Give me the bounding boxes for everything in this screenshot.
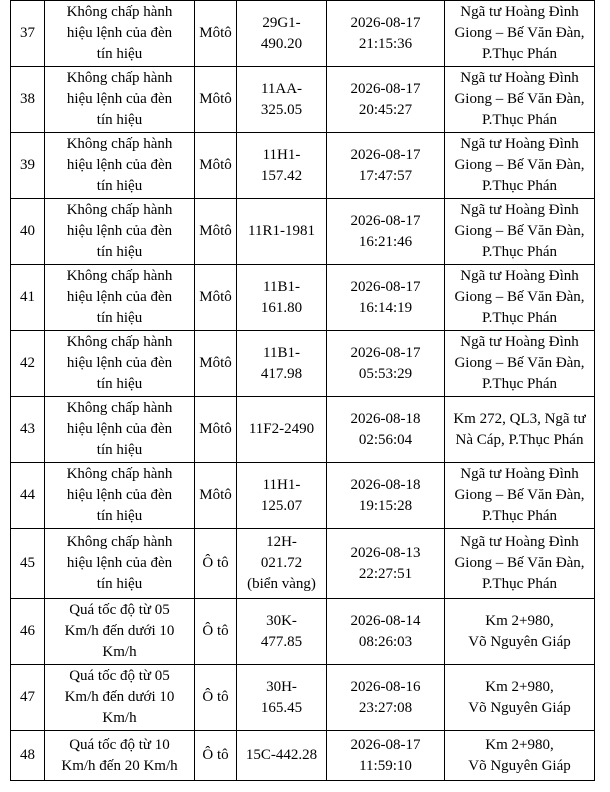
license-plate-cell: 11F2-2490 (237, 397, 327, 463)
table-row (11, 265, 595, 331)
vehicle-type-cell: Môtô (195, 133, 237, 199)
vehicle-type-cell: Ô tô (195, 665, 237, 731)
row-number: 37 (11, 1, 45, 67)
row-number: 47 (11, 665, 45, 731)
timestamp-cell: 2026-08-17 20:45:27 (327, 67, 445, 133)
violations-table-body (11, 1, 595, 781)
violation-cell: Không chấp hành hiệu lệnh của đèn tín hiệu (45, 133, 195, 199)
license-plate-cell: 11H1- 157.42 (237, 133, 327, 199)
vehicle-type-cell: Môtô (195, 199, 237, 265)
location-cell: Ngã tư Hoàng Đình Giong – Bế Văn Đàn, P.Thục Phán (445, 331, 595, 397)
vehicle-type-cell: Môtô (195, 397, 237, 463)
license-plate-cell: 11B1- 161.80 (237, 265, 327, 331)
table-row (11, 731, 595, 781)
row-number: 41 (11, 265, 45, 331)
table-row (11, 599, 595, 665)
timestamp-cell: 2026-08-17 11:59:10 (327, 731, 445, 781)
location-cell: Km 2+980, Võ Nguyên Giáp (445, 599, 595, 665)
location-cell: Ngã tư Hoàng Đình Giong – Bế Văn Đàn, P.Thục Phán (445, 1, 595, 67)
timestamp-cell: 2026-08-17 21:15:36 (327, 1, 445, 67)
row-number: 42 (11, 331, 45, 397)
license-plate-cell: 30H- 165.45 (237, 665, 327, 731)
license-plate-cell: 11AA- 325.05 (237, 67, 327, 133)
location-cell: Ngã tư Hoàng Đình Giong – Bế Văn Đàn, P.Thục Phán (445, 133, 595, 199)
row-number: 38 (11, 67, 45, 133)
violation-cell: Không chấp hành hiệu lệnh của đèn tín hiệu (45, 67, 195, 133)
vehicle-type-cell: Môtô (195, 1, 237, 67)
location-cell: Km 272, QL3, Ngã tư Nà Cáp, P.Thục Phán (445, 397, 595, 463)
license-plate-cell: 11B1- 417.98 (237, 331, 327, 397)
timestamp-cell: 2026-08-16 23:27:08 (327, 665, 445, 731)
license-plate-cell: 30K- 477.85 (237, 599, 327, 665)
violation-cell: Quá tốc độ từ 05 Km/h đến dưới 10 Km/h (45, 665, 195, 731)
timestamp-cell: 2026-08-18 19:15:28 (327, 463, 445, 529)
violation-cell: Không chấp hành hiệu lệnh của đèn tín hiệu (45, 265, 195, 331)
vehicle-type-cell: Môtô (195, 463, 237, 529)
timestamp-cell: 2026-08-18 02:56:04 (327, 397, 445, 463)
violation-cell: Không chấp hành hiệu lệnh của đèn tín hiệu (45, 529, 195, 599)
timestamp-cell: 2026-08-17 16:21:46 (327, 199, 445, 265)
license-plate-cell: 29G1- 490.20 (237, 1, 327, 67)
location-cell: Ngã tư Hoàng Đình Giong – Bế Văn Đàn, P.Thục Phán (445, 529, 595, 599)
location-cell: Ngã tư Hoàng Đình Giong – Bế Văn Đàn, P.Thục Phán (445, 463, 595, 529)
row-number: 44 (11, 463, 45, 529)
timestamp-cell: 2026-08-17 17:47:57 (327, 133, 445, 199)
vehicle-type-cell: Ô tô (195, 599, 237, 665)
timestamp-cell: 2026-08-14 08:26:03 (327, 599, 445, 665)
location-cell: Ngã tư Hoàng Đình Giong – Bế Văn Đàn, P.Thục Phán (445, 199, 595, 265)
row-number: 40 (11, 199, 45, 265)
table-row (11, 463, 595, 529)
table-row (11, 665, 595, 731)
license-plate-cell: 11R1-1981 (237, 199, 327, 265)
violation-cell: Quá tốc độ từ 10 Km/h đến 20 Km/h (45, 731, 195, 781)
table-row (11, 67, 595, 133)
location-cell: Ngã tư Hoàng Đình Giong – Bế Văn Đàn, P.Thục Phán (445, 67, 595, 133)
violation-cell: Không chấp hành hiệu lệnh của đèn tín hiệu (45, 331, 195, 397)
vehicle-type-cell: Môtô (195, 331, 237, 397)
violation-cell: Không chấp hành hiệu lệnh của đèn tín hiệu (45, 397, 195, 463)
timestamp-cell: 2026-08-13 22:27:51 (327, 529, 445, 599)
table-row (11, 331, 595, 397)
violation-cell: Không chấp hành hiệu lệnh của đèn tín hiệu (45, 463, 195, 529)
violations-table (10, 0, 595, 781)
violation-cell: Không chấp hành hiệu lệnh của đèn tín hiệu (45, 1, 195, 67)
violation-cell: Quá tốc độ từ 05 Km/h đến dưới 10 Km/h (45, 599, 195, 665)
license-plate-cell: 12H- 021.72 (biển vàng) (237, 529, 327, 599)
location-cell: Ngã tư Hoàng Đình Giong – Bế Văn Đàn, P.Thục Phán (445, 265, 595, 331)
violation-cell: Không chấp hành hiệu lệnh của đèn tín hiệu (45, 199, 195, 265)
license-plate-cell: 15C-442.28 (237, 731, 327, 781)
row-number: 46 (11, 599, 45, 665)
table-row (11, 397, 595, 463)
row-number: 43 (11, 397, 45, 463)
row-number: 45 (11, 529, 45, 599)
timestamp-cell: 2026-08-17 05:53:29 (327, 331, 445, 397)
vehicle-type-cell: Môtô (195, 265, 237, 331)
table-row (11, 1, 595, 67)
location-cell: Km 2+980, Võ Nguyên Giáp (445, 731, 595, 781)
vehicle-type-cell: Môtô (195, 67, 237, 133)
vehicle-type-cell: Ô tô (195, 731, 237, 781)
location-cell: Km 2+980, Võ Nguyên Giáp (445, 665, 595, 731)
timestamp-cell: 2026-08-17 16:14:19 (327, 265, 445, 331)
row-number: 48 (11, 731, 45, 781)
table-row (11, 133, 595, 199)
license-plate-cell: 11H1- 125.07 (237, 463, 327, 529)
vehicle-type-cell: Ô tô (195, 529, 237, 599)
row-number: 39 (11, 133, 45, 199)
table-row (11, 199, 595, 265)
table-row (11, 529, 595, 599)
